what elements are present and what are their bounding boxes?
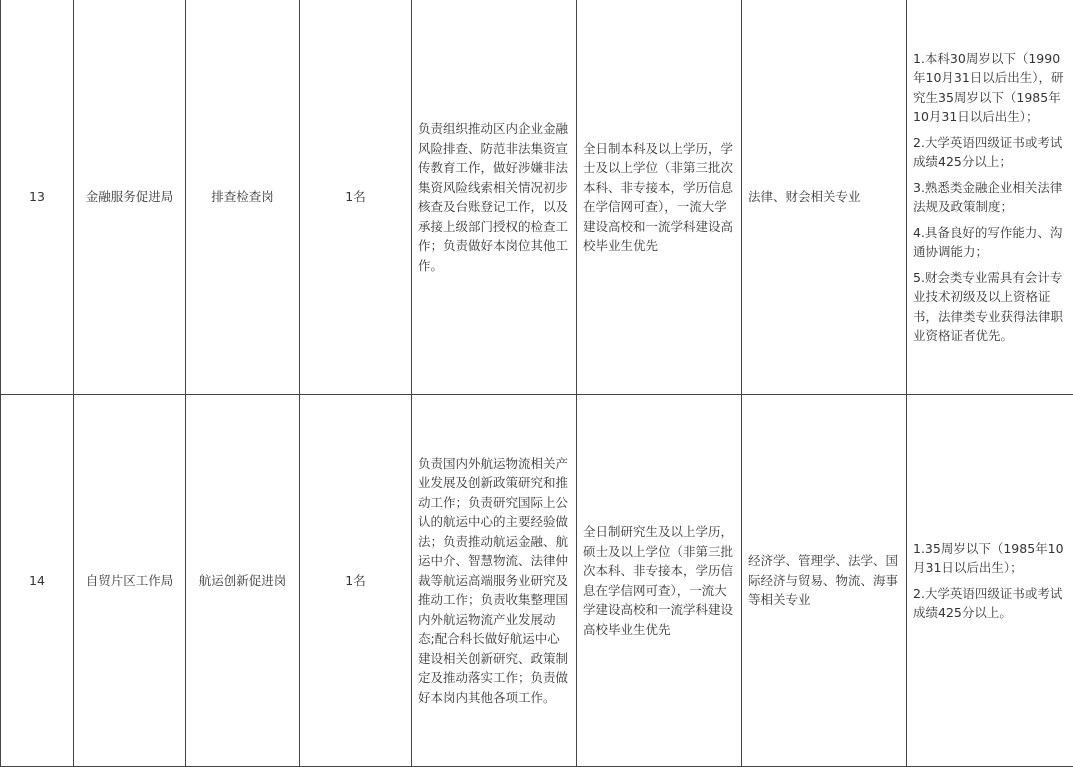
requirement-item: 1.本科30周岁以下（1990年10月31日以后出生），研究生35周岁以下（1985年10月31日以后出生）； xyxy=(913,50,1064,124)
table-row xyxy=(1,395,1073,767)
job-duties-cell: 负责组织推动区内企业金融风险排查、防范非法集资宣传教育工作，做好涉嫌非法集资风险线索相关情况初步核查及台账登记工作，以及承接上级部门授权的检查工作；负责做好本岗位其他工作。 xyxy=(412,0,577,395)
requirements-cell xyxy=(907,395,1073,767)
education-text: 全日制研究生及以上学历，硕士及以上学位（非第三批次本科、非专接本，学历信息在学信网可查），一流大学建设高校和一流学科建设高校毕业生优先 xyxy=(583,524,734,637)
table-row xyxy=(1,0,1073,395)
education-cell xyxy=(577,395,742,767)
hiring-count-cell: 1名 xyxy=(300,395,412,767)
requirement-item: 4.具备良好的写作能力、沟通协调能力； xyxy=(913,224,1063,259)
department-cell: 自贸片区工作局 xyxy=(74,395,186,767)
position-number: 13 xyxy=(1,0,74,395)
requirement-item: 2.大学英语四级证书或考试成绩425分以上； xyxy=(913,134,1063,169)
position-number: 14 xyxy=(1,395,74,767)
requirement-item: 3.熟悉类金融企业相关法律法规及政策制度； xyxy=(913,179,1063,214)
education-cell xyxy=(577,0,742,395)
requirement-item: 2.大学英语四级证书或考试成绩425分以上。 xyxy=(913,585,1063,620)
requirement-item: 1.35周岁以下（1985年10月31日以后出生）； xyxy=(913,540,1064,575)
position-name-cell: 排查检查岗 xyxy=(186,0,300,395)
department-cell: 金融服务促进局 xyxy=(74,0,186,395)
major-cell: 法律、财会相关专业 xyxy=(742,0,907,395)
major-cell: 经济学、管理学、法学、国际经济与贸易、物流、海事等相关专业 xyxy=(742,395,907,767)
job-duties-cell: 负责国内外航运物流相关产业发展及创新政策研究和推动工作；负责研究国际上公认的航运中心的主要经验做法；负责推动航运金融、航运中介、智慧物流、法律仲裁等航运高端服务业研究及推动工作；负责收集整理国内外航运物流产业发展动态;配合科长做好航运中心建设相关创新研究、政策制定及推动落实工作；负责做好本岗内其他各项工作。 xyxy=(412,395,577,767)
position-name-cell: 航运创新促进岗 xyxy=(186,395,300,767)
requirements-cell xyxy=(907,0,1073,395)
hiring-count-cell: 1名 xyxy=(300,0,412,395)
requirement-item: 5.财会类专业需具有会计专业技术初级及以上资格证书，法律类专业获得法律职业资格证者优先。 xyxy=(913,269,1064,343)
education-text: 全日制本科及以上学历，学士及以上学位（非第三批次本科、非专接本，学历信息在学信网可查），一流大学建设高校和一流学科建设高校毕业生优先 xyxy=(583,140,734,253)
